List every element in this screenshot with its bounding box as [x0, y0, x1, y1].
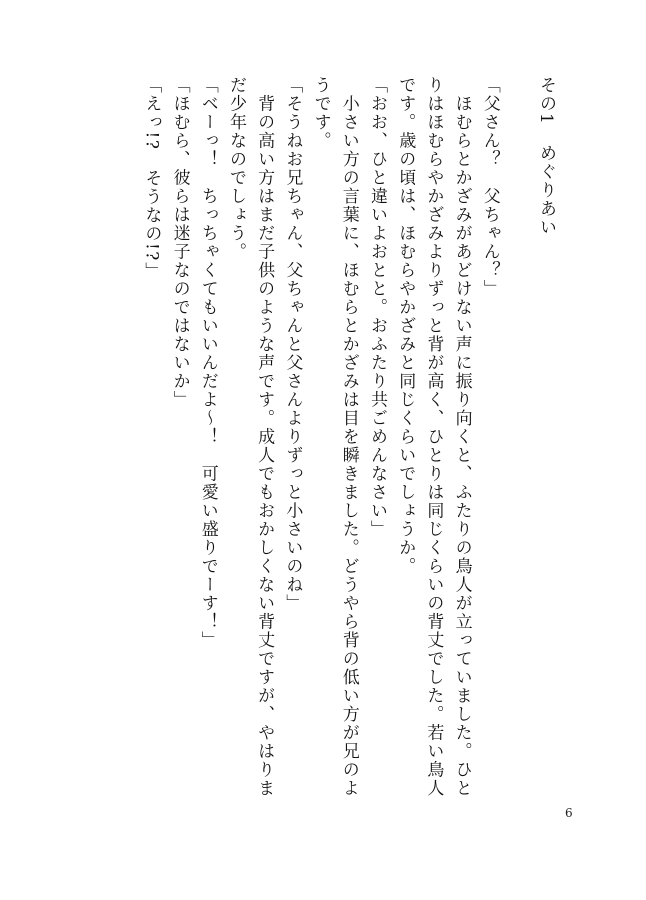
text-line: 「ほむら、彼らは迷子なのではないか」: [169, 76, 190, 409]
text-line: だ少年なのでしょう。: [225, 76, 246, 261]
text-line: 「ベーっ！ ちっちゃくてもいいんだよ～！ 可愛い盛りでーす！」: [197, 76, 218, 650]
text-line: りはほむらやかざみよりずっと背が高く、ひとりは同じくらいの背丈でした。若い鳥人: [423, 76, 444, 798]
text-line: 「そうねお兄ちゃん、父ちゃんと父さんよりずっと小さいのね」: [282, 76, 303, 613]
text-line: です。歳の頃は、ほむらやかざみと同じくらいでしょうか。: [395, 76, 416, 576]
text-line: 小さい方の言葉に、ほむらとかざみは目を瞬きました。どうやら背の低い方が兄のよ: [338, 76, 359, 798]
text-line: うです。: [310, 76, 331, 150]
page-number: 6: [565, 806, 573, 820]
text-line: 「おお、ひと違いよおとと。おふたり共ごめんなさい」: [366, 76, 387, 539]
text-line: 「えっ!? そうなの!?」: [141, 76, 162, 281]
vertical-text-body: [137, 76, 560, 798]
text-line: 背の高い方はまだ子供のような声です。成人でもおかしくない背丈ですが、やはりま: [254, 76, 275, 798]
text-line: 「父さん？ 父ちゃん？」: [479, 76, 500, 298]
chapter-title: その1 めぐりあい: [536, 76, 556, 237]
text-line: ほむらとかざみがあどけない声に振り向くと、ふたりの鳥人が立っていました。ひと: [451, 76, 472, 798]
